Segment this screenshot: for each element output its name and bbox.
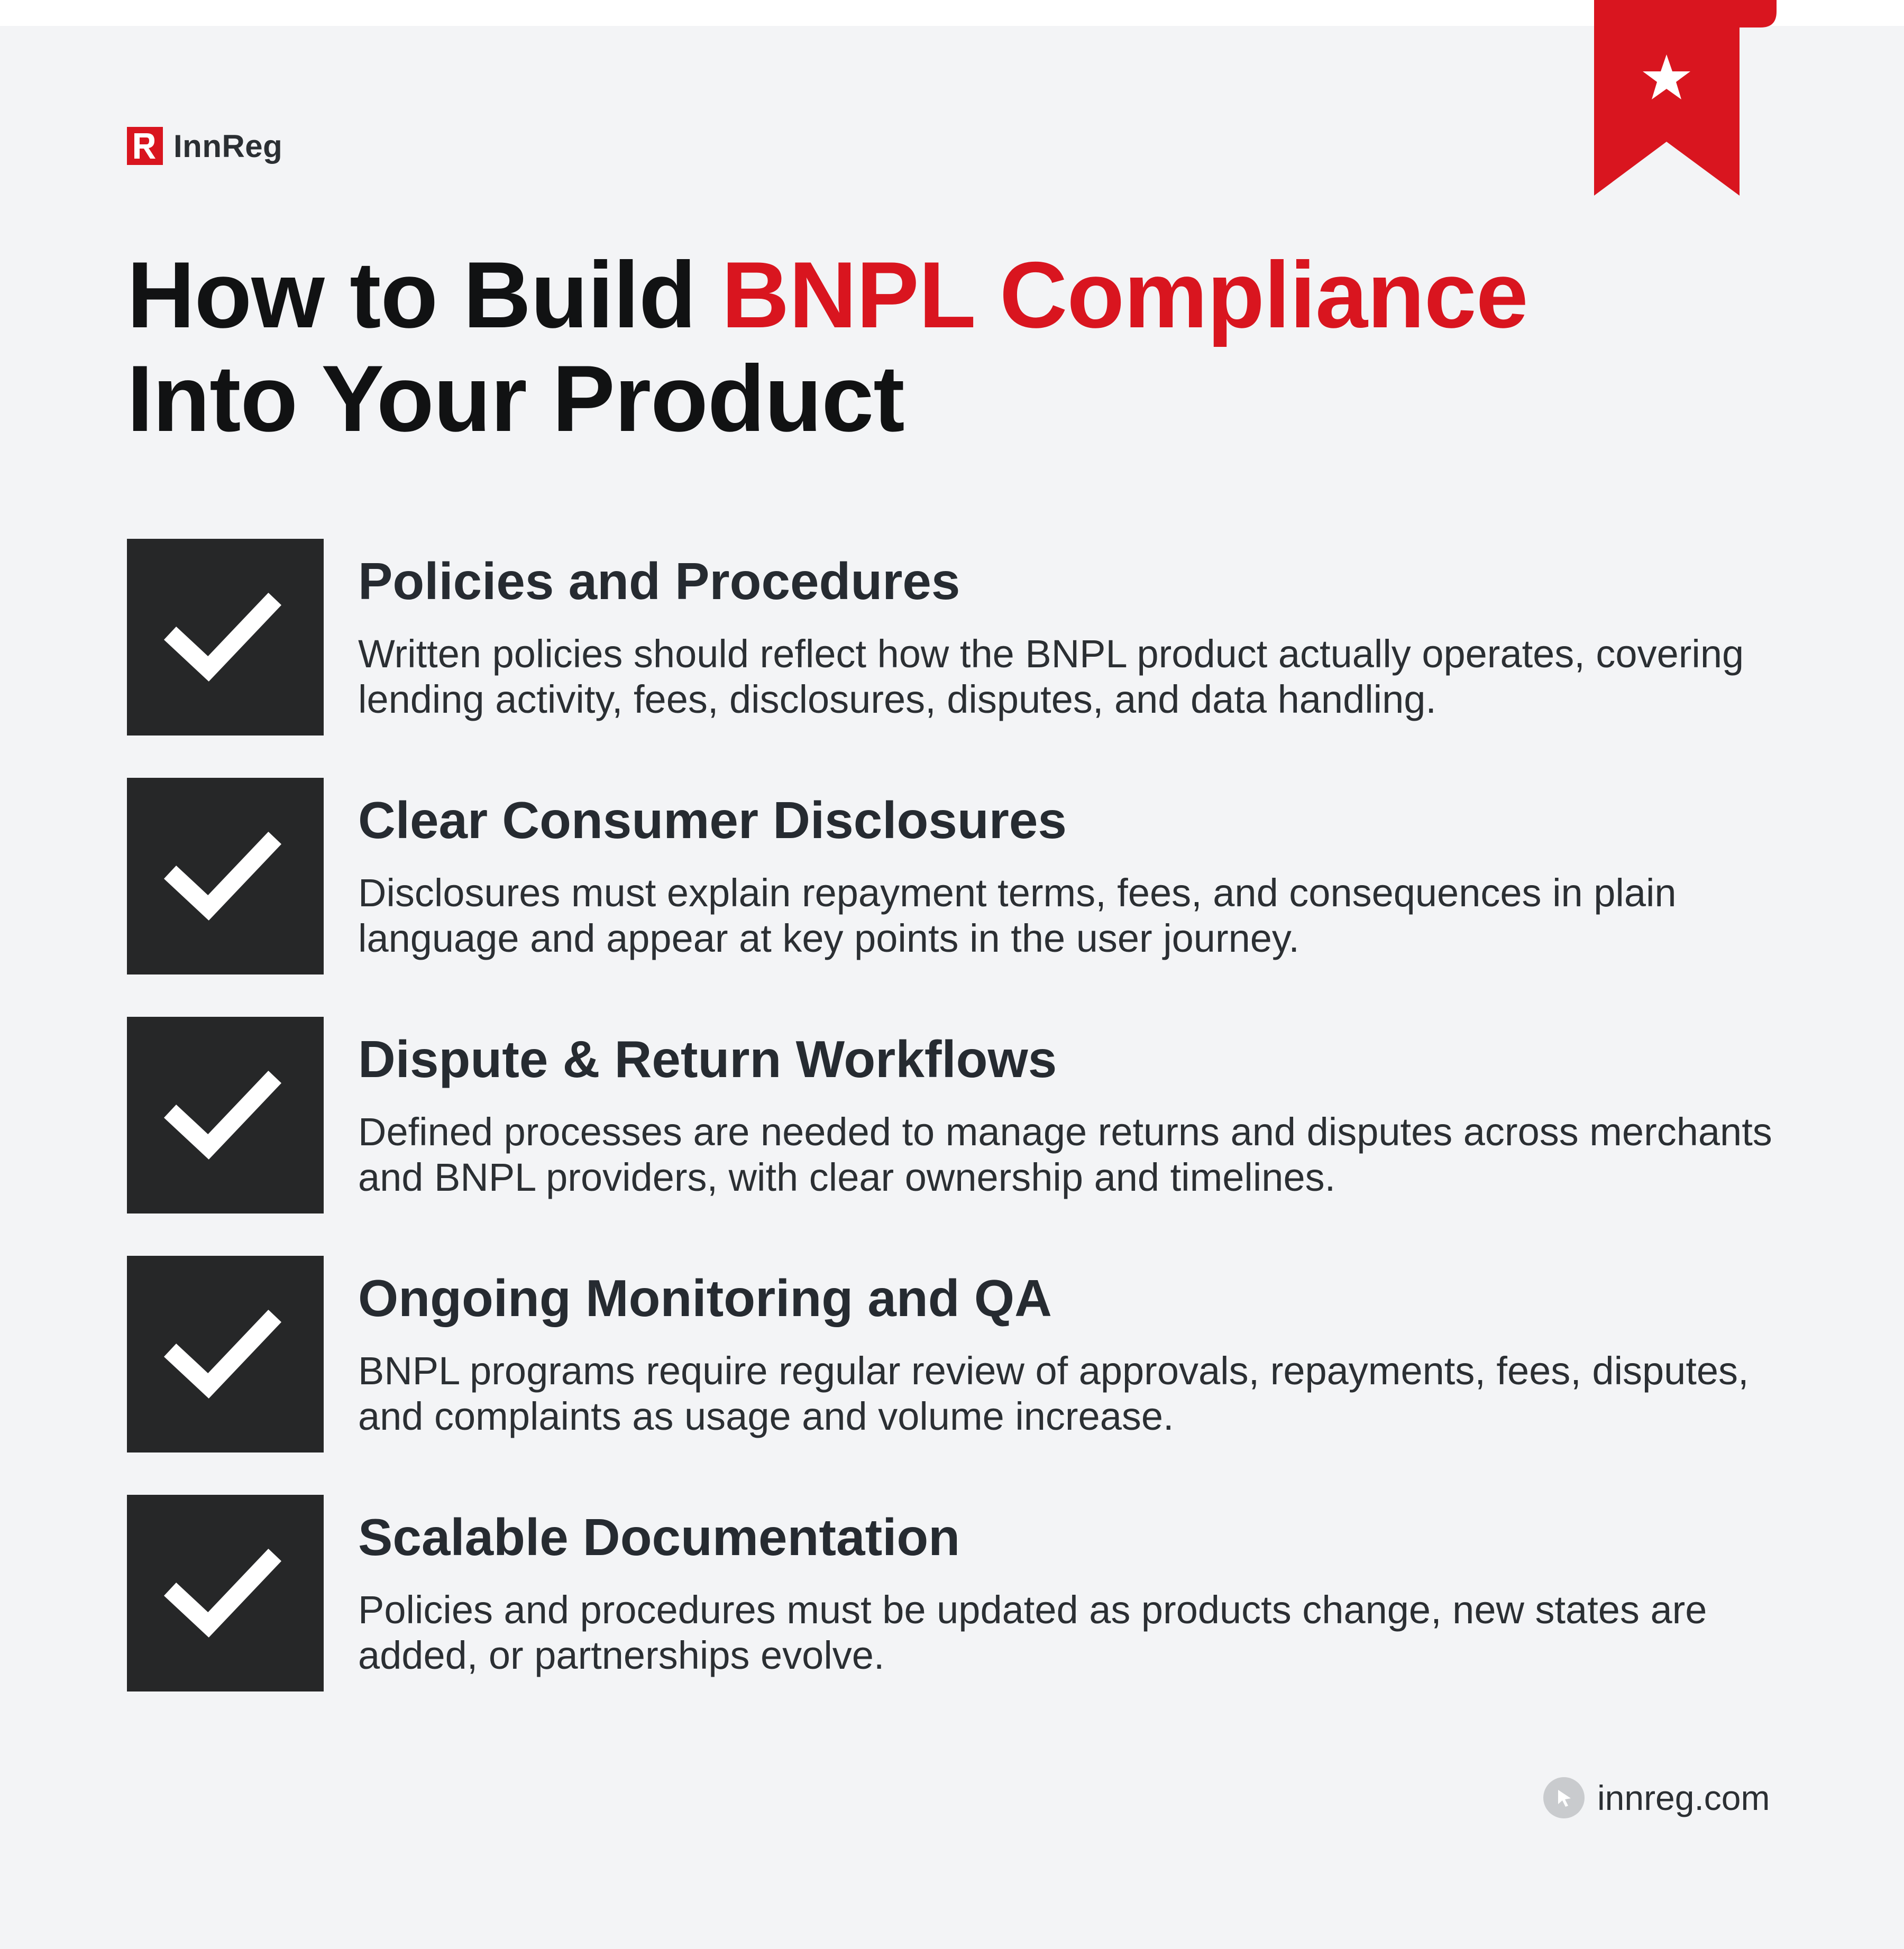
item-description: Disclosures must explain repayment terms, fees, and consequences in plain language and appear at key points in the user journey. (358, 871, 1677, 960)
list-item (127, 1017, 1793, 1213)
list-item (127, 1495, 1793, 1691)
checkmark-icon (127, 1017, 324, 1213)
item-title: Dispute & Return Workflows (358, 1030, 1057, 1088)
checkmark-icon (127, 1495, 324, 1691)
page-title (127, 243, 1766, 451)
checkmark-icon (127, 778, 324, 974)
star-icon (1594, 0, 1777, 196)
item-description: Defined processes are needed to manage returns and disputes across merchants and BNPL providers, with clear ownership and timelines. (358, 1110, 1772, 1199)
item-title: Policies and Procedures (358, 552, 960, 610)
title-accent: BNPL Compliance (721, 242, 1528, 347)
item-description: BNPL programs require regular review of approvals, repayments, fees, disputes, and complaints as usage and volume increase. (358, 1349, 1749, 1438)
r-logo-icon (127, 127, 163, 165)
item-title: Clear Consumer Disclosures (358, 791, 1067, 849)
list-item (127, 539, 1793, 736)
item-title: Scalable Documentation (358, 1508, 960, 1566)
brand-name: InnReg (173, 128, 283, 164)
footer-link[interactable] (1543, 1774, 1770, 1822)
checkmark-icon (127, 1256, 324, 1452)
title-part-1: How to Build (127, 242, 722, 347)
checkmark-icon (127, 539, 324, 736)
cursor-icon (1543, 1777, 1585, 1818)
website-url[interactable]: innreg.com (1597, 1778, 1770, 1817)
list-item (127, 778, 1793, 974)
title-part-2: Into Your Product (127, 346, 904, 451)
item-description: Written policies should reflect how the BNPL product actually operates, covering lending activity, fees, disclosures, disputes, and data handling. (358, 632, 1744, 721)
list-item (127, 1256, 1793, 1452)
brand-logo (127, 127, 282, 165)
bookmark-ribbon (1594, 0, 1777, 196)
item-title: Ongoing Monitoring and QA (358, 1269, 1052, 1327)
item-description: Policies and procedures must be updated as products change, new states are added, or partnerships evolve. (358, 1588, 1707, 1677)
